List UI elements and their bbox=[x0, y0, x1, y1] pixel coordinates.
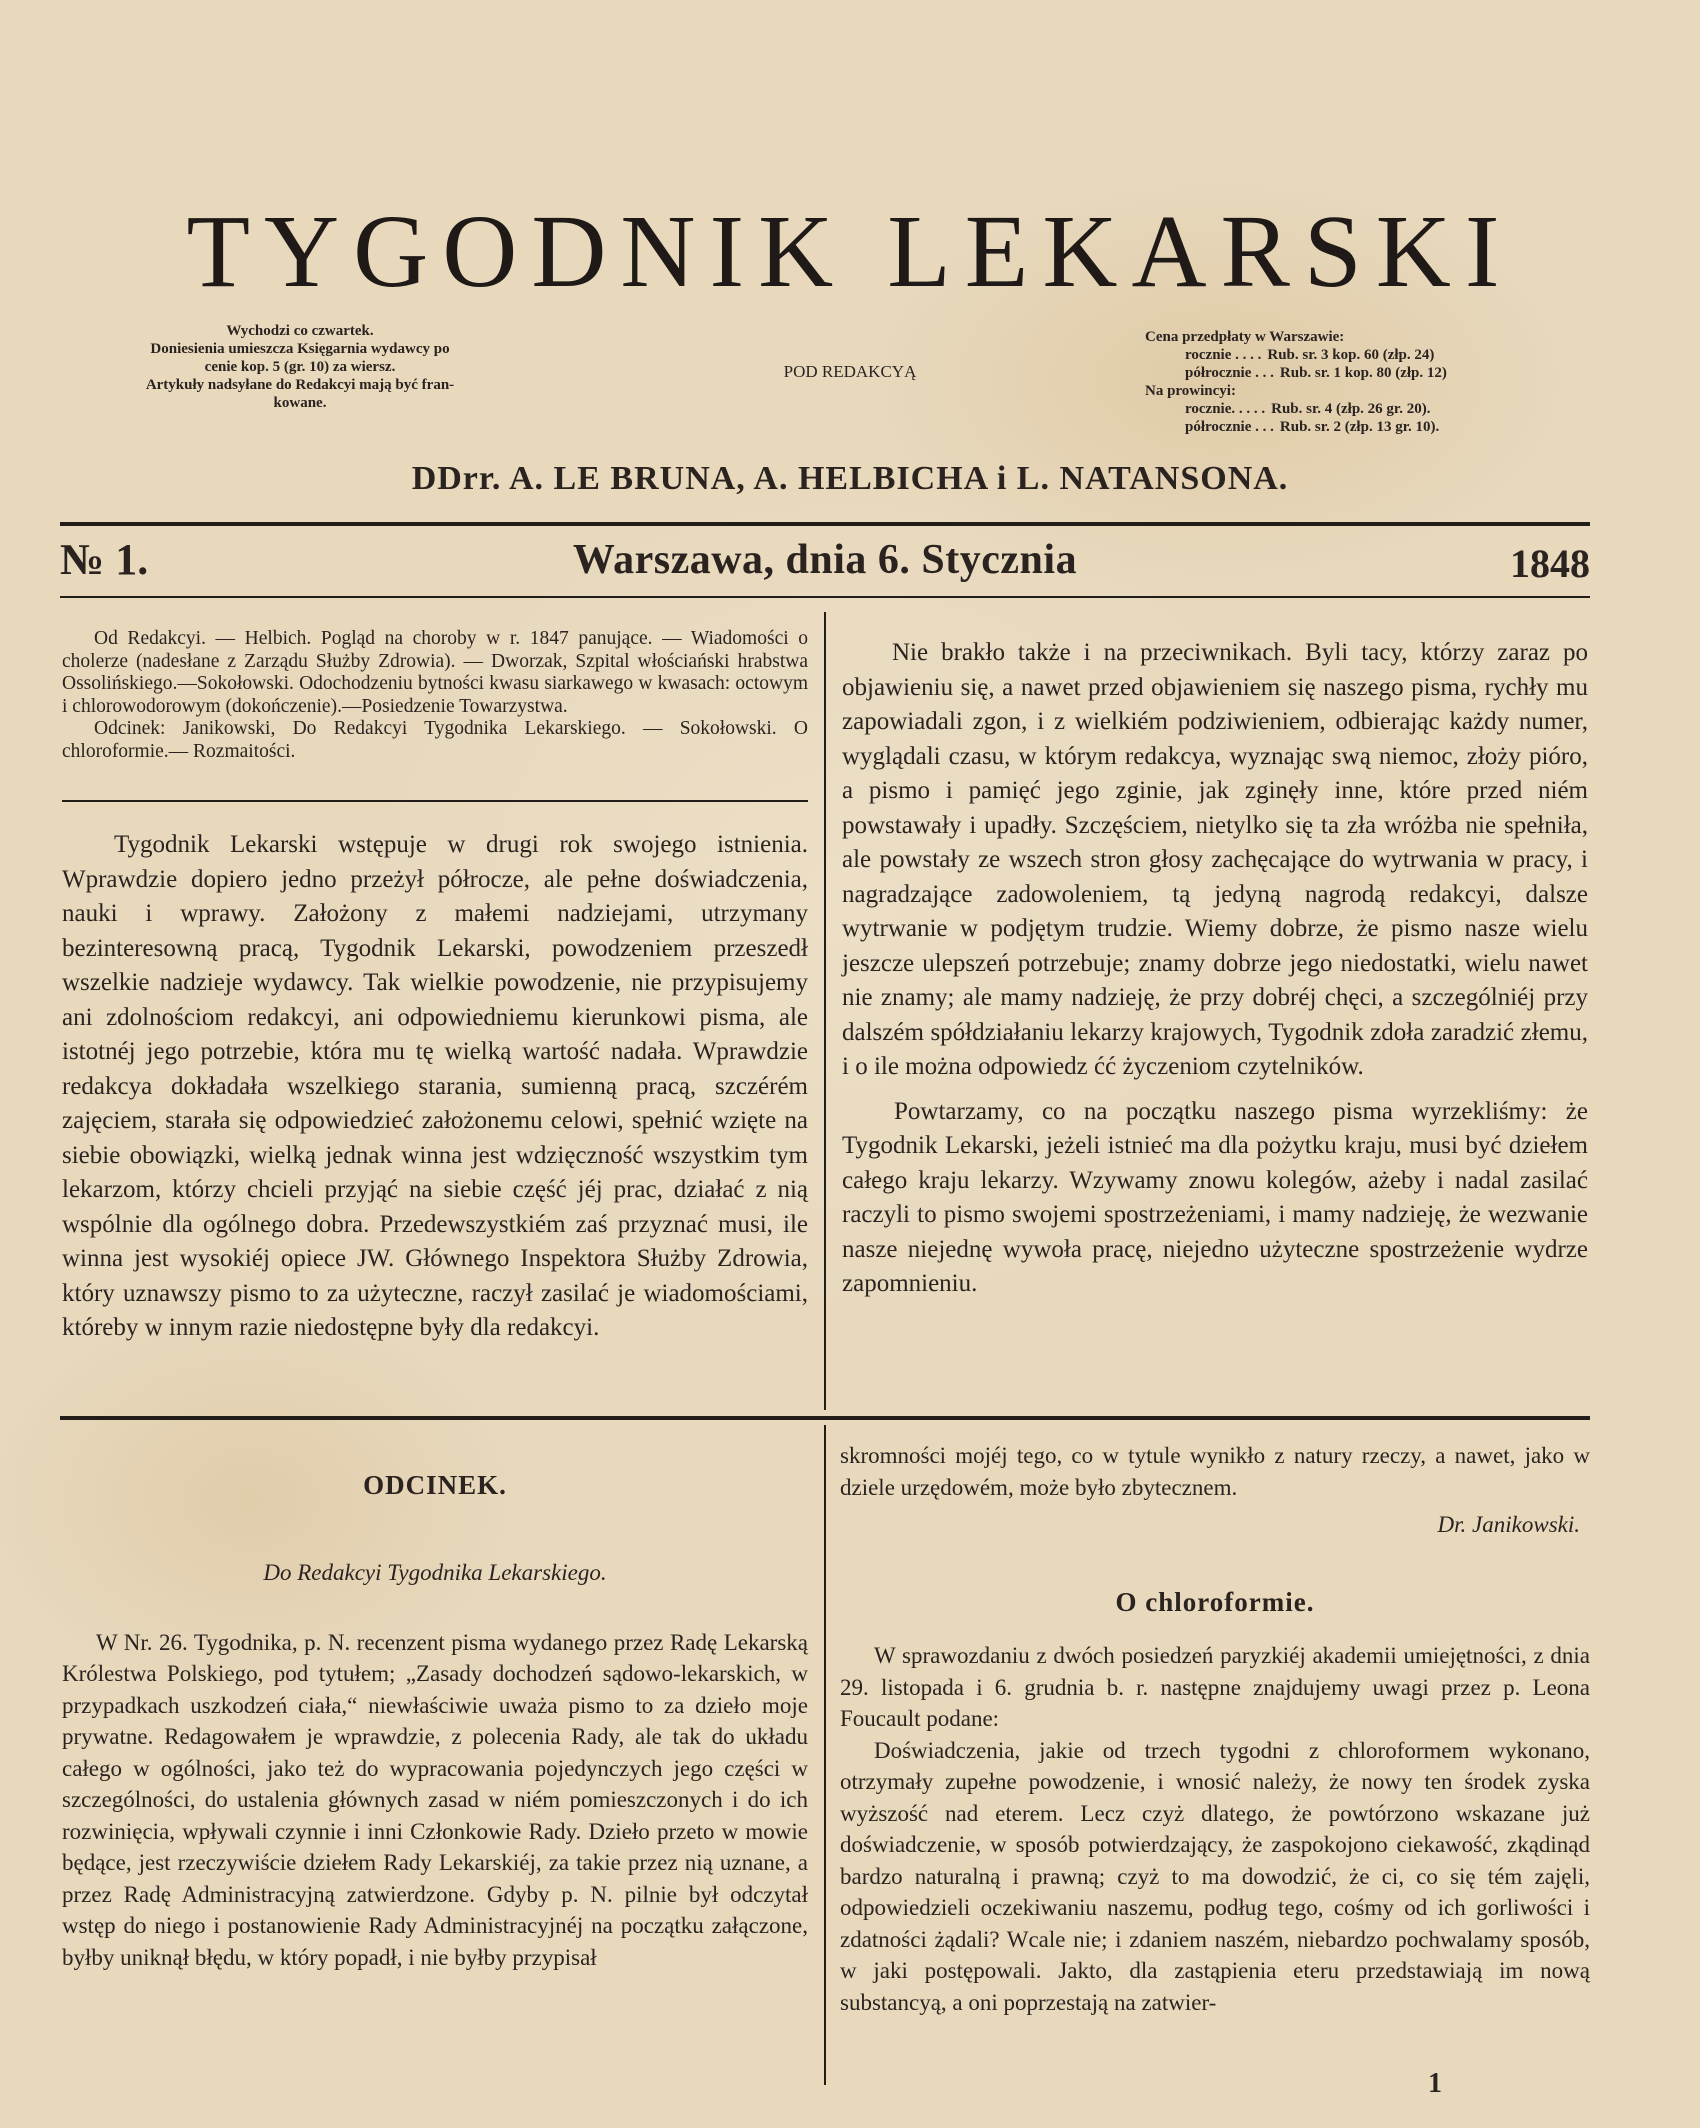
toc-rule bbox=[62, 800, 808, 802]
header-rule-bottom bbox=[60, 596, 1590, 598]
info-line: Doniesienia umieszcza Księgarnia wydawcy po bbox=[150, 341, 450, 357]
column-divider bbox=[824, 612, 826, 1410]
price-row bbox=[1145, 418, 1585, 436]
editorship-label: POD REDAKCYĄ bbox=[783, 362, 917, 381]
signature: Dr. Janikowski. bbox=[1437, 1512, 1580, 1537]
info-line: cenie kop. 5 (gr. 10) za wiersz. bbox=[204, 359, 396, 375]
article-right-column bbox=[842, 636, 1588, 1302]
price-row bbox=[1145, 400, 1585, 418]
price-value: Rub. sr. 2 (złp. 13 gr. 10). bbox=[1279, 419, 1440, 435]
page-number: 1 bbox=[1428, 2068, 1442, 2099]
prices-warsaw-title: Cena przedpłaty w Warszawie: bbox=[1145, 329, 1345, 345]
feuilleton-subheading: Do Redakcyi Tygodnika Lekarskiego. bbox=[263, 1560, 607, 1585]
price-row bbox=[1145, 364, 1585, 382]
info-line: Artykuły nadsyłane do Redakcyi mają być fran- bbox=[145, 377, 455, 393]
price-value: Rub. sr. 1 kop. 80 (złp. 12) bbox=[1279, 365, 1447, 381]
publication-info bbox=[80, 322, 520, 412]
header-rule-top bbox=[60, 522, 1590, 526]
table-of-contents bbox=[62, 628, 808, 763]
price-label: rocznie . . . . bbox=[1185, 347, 1262, 363]
price-value: Rub. sr. 4 (złp. 26 gr. 20). bbox=[1271, 401, 1431, 417]
price-label: rocznie. . . . . bbox=[1185, 401, 1266, 417]
section-rule bbox=[60, 1416, 1590, 1420]
feuilleton-letter bbox=[62, 1627, 808, 1974]
toc-paragraph: Odcinek: Janikowski, Do Redakcyi Tygodnika Lekarskiego. — Sokołowski. O chloroformie.— Rozmaitości. bbox=[62, 718, 808, 762]
article-paragraph: Tygodnik Lekarski wstępuje w drugi rok swojego istnienia. Wprawdzie dopiero jedno przeżył półrocze, ale pełne doświadczenia, nauki i wprawy. Założony z małemi nadziejami, utrzymany bezinteresowną pracą, Tygodnik Lekarski, powodzeniem przeszedł wszelkie nadzieje wydawcy. Tak wielkie powodzenie, nie przypisujemy ani zdolnościom redakcyi, ani odpowiedniemu kierunkowi pisma, ale istotnéj jego potrzebie, która mu tę wielką wartość nadała. Wprawdzie redakcya dokładała wszelkiego starania, sumienną pracą, szczérém zajęciem, starała się odpowiedzieć założonemu celowi, spełnić wzięte na siebie obowiązki, wielką jednak winna jest wdzięczność wszystkim tym lekarzom, którzy chcieli przyjąć na siebie część jéj prac, działać z nią wspólnie dla ogólnego dobra. Przedewszystkiém zaś przyznać musi, ile winna jest wysokiéj opiece JW. Głównego Inspektora Służby Zdrowia, który uznawszy pismo to za użyteczne, raczył zasilać je wiadomościami, któreby w innym razie niedostępne były dla redakcyi. bbox=[62, 831, 808, 1341]
article-paragraph: Powtarzamy, co na początku naszego pisma wyrzekliśmy: że Tygodnik Lekarski, jeżeli istnieć ma dla pożytku kraju, musi być dziełem całego kraju lekarzy. Wzywamy znowu kolegów, ażeby i nadal zasilać raczyli to pismo swojemi spostrzeżeniami, i mamy nadzieję, że wezwanie nasze niejednę wywoła pracę, niejedno użyteczne spostrzeżenie wydrze zapomnieniu. bbox=[842, 1097, 1588, 1297]
issue-date: Warszawa, dnia 6. Stycznia bbox=[572, 537, 1078, 583]
feuilleton-paragraph: W Nr. 26. Tygodnika, p. N. recenzent pisma wydanego przez Radę Lekarską Królestwa Polskiego, pod tytułem; „Zasady dochodzeń sądowo-lekarskich, w przypadkach uszkodzeń ciała,“ niewłaściwie uważa pismo to za dzieło moje prywatne. Redagowałem je wprawdzie, z polecenia Rady, ale tak do układu całego w ogólności, jako też do wypracowania pojedynczych jego części w szczególności, do ustalenia głównych zasad w niém pomieszczonych i do ich rozwinięcia, wpływali czynnie i inni Członkowie Rady. Dzieło przeto w mowie będące, jest rzeczywiście dziełem Rady Lekarskiéj, za takie przez nią uznane, a przez Radę Administracyjną zatwierdzone. Gdyby p. N. pilnie był odczytał wstęp do niego i postanowienie Rady Administracyjnéj na początku załączone, byłby uniknął błędu, w który popadł, i nie byłby przypisał bbox=[62, 1629, 808, 1970]
masthead-title: TYGODNIK LEKARSKI bbox=[186, 194, 1514, 309]
chloroform-heading: O chloroformie. bbox=[1115, 1586, 1315, 1617]
article-left-column bbox=[62, 828, 808, 1346]
editors-line: DDrr. A. LE BRUNA, A. HELBICHA i L. NATANSONA. bbox=[411, 460, 1289, 497]
feuilleton-divider bbox=[824, 1425, 826, 2085]
issue-number: № 1. bbox=[60, 535, 149, 584]
prices-province-title: Na prowincyi: bbox=[1145, 383, 1236, 399]
feuilleton-left-column bbox=[62, 1470, 808, 1973]
issue-year: 1848 bbox=[1510, 541, 1590, 586]
chloroform-paragraph: Doświadczenia, jakie od trzech tygodni z chloroformem wykonano, otrzymały zupełne powodzenie, i wnosić należy, że nowy ten środek zyska wyższość nad eterem. Lecz czyż dlatego, że powtórzono wskazane już doświadczenie, w sposób potwierdzający, że zaspokojono ciekawość, zkądinąd bardzo naturalną i prawną; czyż to ma dowodzić, że ci, co się tém zajęli, odpowiedzieli oczekiwaniu naszemu, podług tego, cośmy od ich gorliwości i zdatności żądali? Wcale nie; i zdaniem naszém, niebardzo pochwalamy sposób, w jaki postępowali. Jakto, dla zastąpienia eteru przedstawiają im nową substancyą, a oni poprzestają na zatwier- bbox=[840, 1737, 1590, 2015]
article-paragraph: Nie brakło także i na przeciwnikach. Byli tacy, którzy zaraz po objawieniu się, a nawet przed objawieniem się naszego pisma, rychły mu zapowiadali zgon, i z wielkiém podziwieniem, odbierając każdy numer, wyglądali czasu, w którym redakcya, wyznając swą niemoc, złoży pióro, a pismo i pamięć jego zginie, jak zginęły inne, które przed niém powstawały i upadły. Szczęściem, nietylko się ta zła wróżba nie spełniła, ale powstały ze wszech stron głosy zachęcające do wytrwania w pracy, i nagradzające zadowoleniem, tą jedyną nagrodą redakcyi, dalsze wytrwanie w podjętym trudzie. Wiemy dobrze, że pismo nasze wielu jeszcze ulepszeń potrzebuje; znamy dobrze jego niedostatki, wielu nawet nie znamy; ale mamy nadzieję, że przy dobréj chęci, a szczególniéj przy dalszém spółdziałaniu lekarzy krajowych, Tygodnik zdoła zaradzić złemu, i o ile można odpowiedz ćć życzeniom czytelników. bbox=[842, 639, 1588, 1080]
feuilleton-paragraph: skromności mojéj tego, co w tytule wynikło z natury rzeczy, a nawet, jako w dziele urzędowém, może było zbytecznem. bbox=[840, 1443, 1590, 1500]
info-line: kowane. bbox=[273, 395, 327, 411]
toc-paragraph: Od Redakcyi. — Helbich. Pogląd na choroby w r. 1847 panujące. — Wiadomości o cholerze (nadesłane z Zarządu Służby Zdrowia). — Dworzak, Szpital włościański hrabstwa Ossolińskiego.—Sokołowski. Odochodzeniu bytności kwasu siarkawego w kwasach: octowym i chlorowodorowym (dokończenie).—Posiedzenie Towarzystwa. bbox=[62, 628, 808, 717]
price-label: półrocznie . . . bbox=[1185, 419, 1274, 435]
price-label: półrocznie . . . bbox=[1185, 365, 1274, 381]
chloroform-paragraph: W sprawozdaniu z dwóch posiedzeń paryzkiéj akademii umiejętności, z dnia 29. listopada i 6. grudnia b. r. następne znajdujemy uwagi przez p. Leona Foucault podane: bbox=[840, 1643, 1590, 1731]
issue-row bbox=[60, 534, 1590, 594]
feuilleton-right-column bbox=[840, 1440, 1590, 2018]
price-value: Rub. sr. 3 kop. 60 (złp. 24) bbox=[1267, 347, 1435, 363]
feuilleton-heading: ODCINEK. bbox=[363, 1470, 507, 1500]
price-row bbox=[1145, 346, 1585, 364]
subscription-prices bbox=[1145, 328, 1585, 436]
info-line: Wychodzi co czwartek. bbox=[226, 323, 374, 339]
